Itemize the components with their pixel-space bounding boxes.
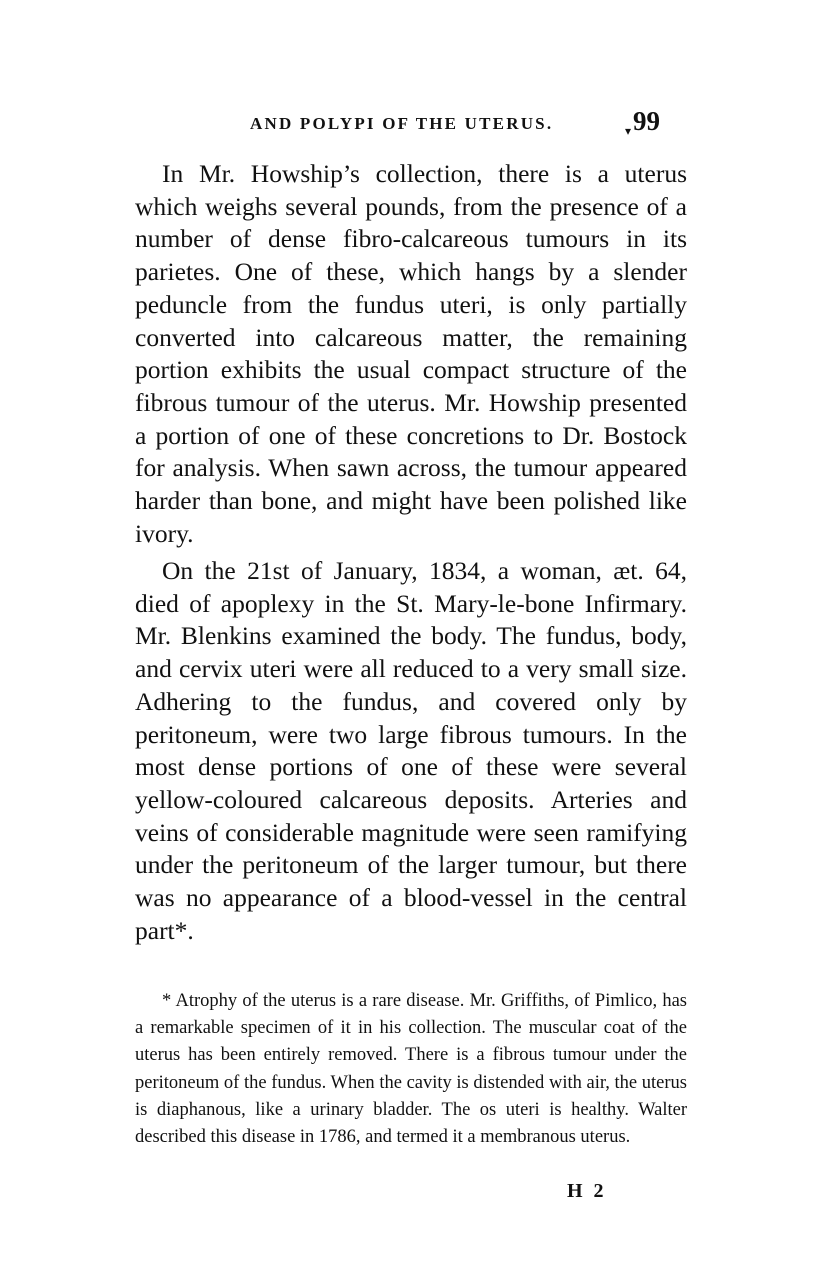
running-title: AND POLYPI OF THE UTERUS. (250, 114, 554, 133)
paragraph-howship-collection: In Mr. Howship’s collection, there is a uterus which weighs several pounds, from the presence of a number of dense fibro-calcareous tumours in its parietes. One of these, which hangs by a slender peduncle from the fundus uteri, is only partially converted into calcareous matter, the remaining portion exhibits the usual compact structure of the fibrous tumour of the uterus. Mr. Howship presented a portion of one of these concretions to Dr. Bostock for analysis. When sawn across, the tumour appeared harder than bone, and might have been polished like ivory. (135, 159, 687, 548)
header-mark: ▾ (625, 124, 632, 138)
page-header (0, 106, 816, 140)
page-number: 99 (633, 106, 660, 136)
footnote: * Atrophy of the uterus is a rare disease. Mr. Griffiths, of Pimlico, has a remarkable specimen of it in his collection. The muscular coat of the uterus has been entirely removed. There is a fibrous tumour under the peritoneum of the fundus. When the cavity is distended with air, the uterus is diaphanous, like a urinary bladder. The os uteri is healthy. Walter described this disease in 1786, and termed it a membranous uterus. (135, 991, 687, 1148)
paragraph-case-1834: On the 21st of January, 1834, a woman, æt. 64, died of apoplexy in the St. Mary-le-bone Infirmary. Mr. Blenkins examined the body. The fundus, body, and cervix uteri were all reduced to a very small size. Adhering to the fundus, and covered only by peritoneum, were two large fibrous tumours. In the most dense portions of one of these were several yellow-coloured calcareous deposits. Arteries and veins of considerable magnitude were seen ramifying under the peritoneum of the larger tumour, but there was no appearance of a blood-vessel in the central part*. (135, 556, 687, 945)
signature-mark: H 2 (567, 1180, 607, 1202)
